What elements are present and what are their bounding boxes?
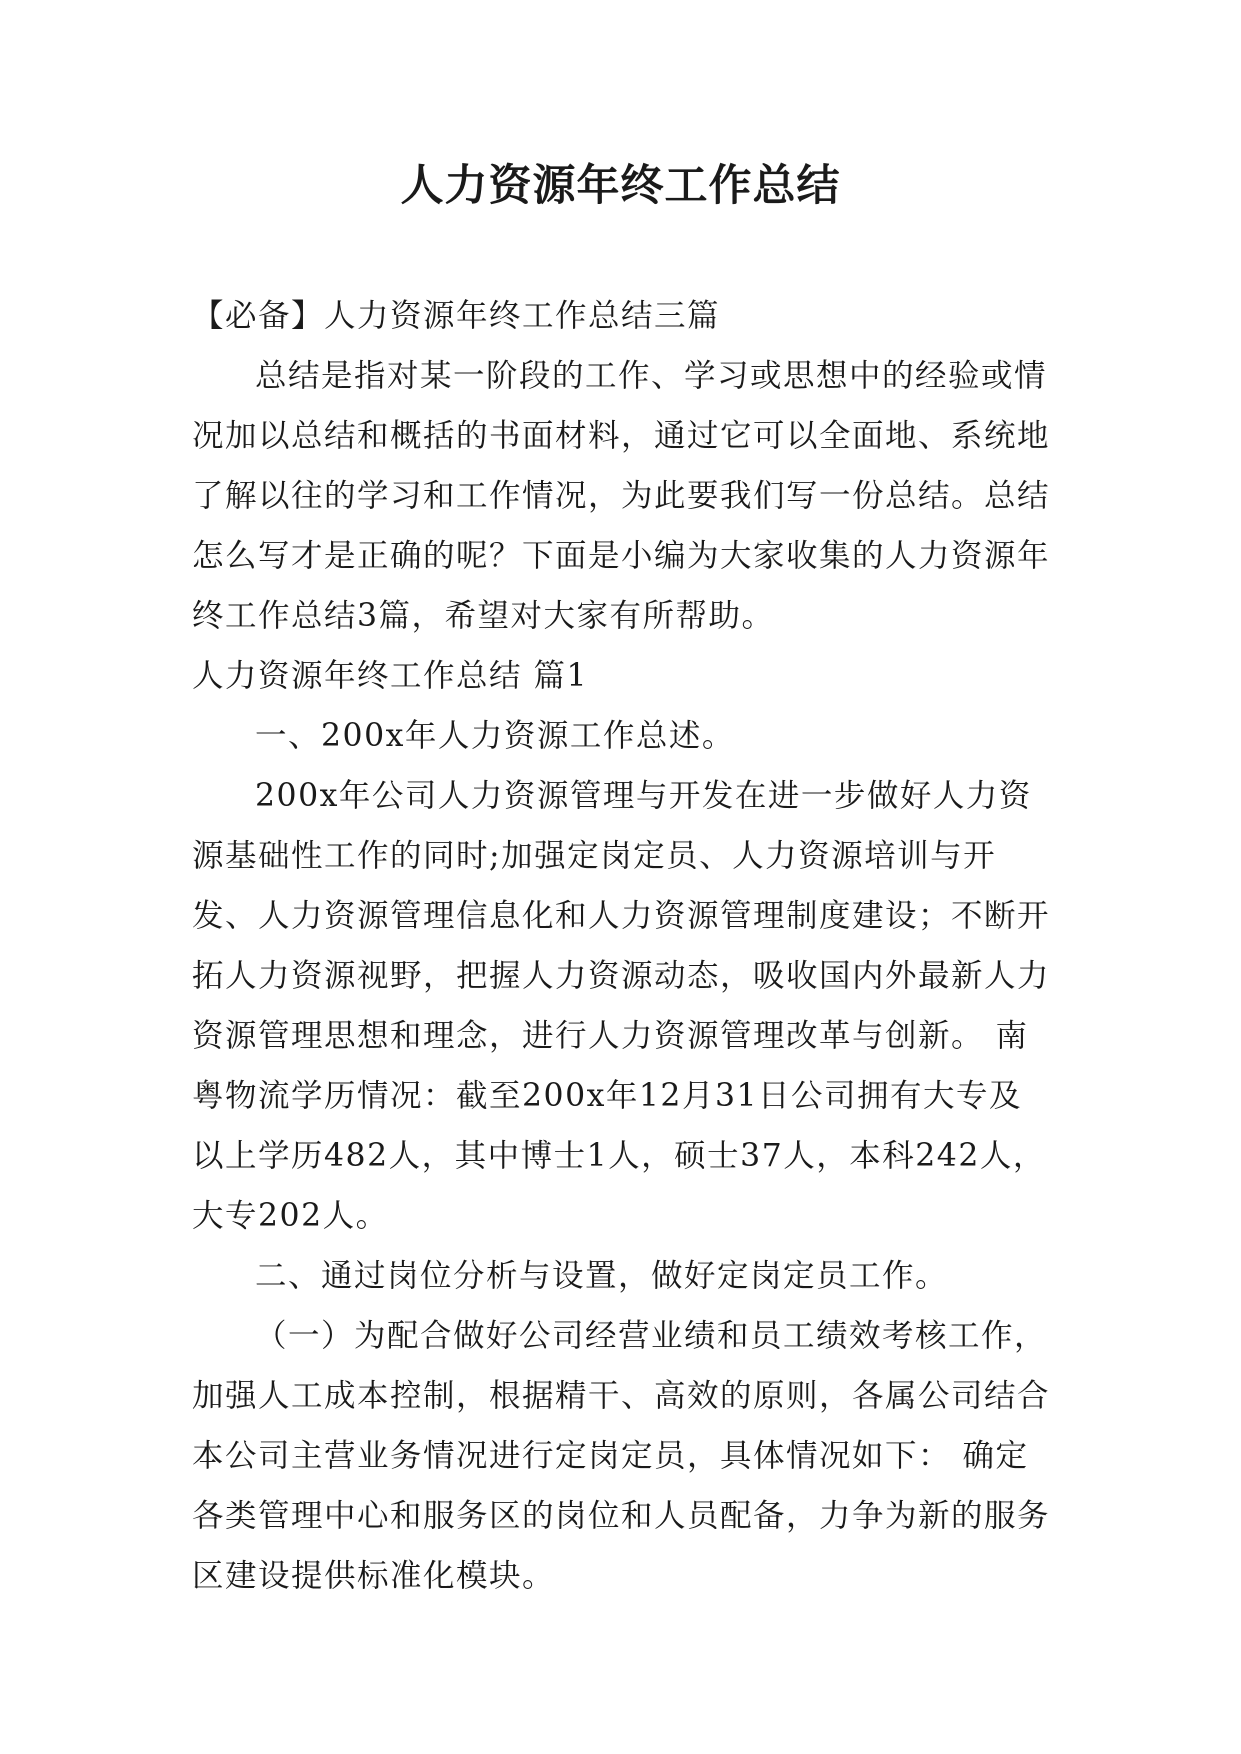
document-subtitle: 【必备】人力资源年终工作总结三篇 [192,298,721,334]
document-title: 人力资源年终工作总结 [400,161,841,211]
document-body [192,286,1054,1606]
body-paragraph: （一）为配合做好公司经营业绩和员工绩效考核工作，加强人工成本控制，根据精干、高效的原则，各属公司结合本公司主营业务情况进行定岗定员，具体情况如下： 确定各类管理中心和服务区的岗位和人员配备，力争为新的服务区建设提供标准化模块。 [192,1318,1051,1594]
subsection-heading: 二、通过岗位分析与设置，做好定岗定员工作。 [255,1258,949,1294]
intro-paragraph: 总结是指对某一阶段的工作、学习或思想中的经验或情况加以总结和概括的书面材料，通过它可以全面地、系统地了解以往的学习和工作情况，为此要我们写一份总结。总结怎么写才是正确的呢？下面是小编为大家收集的人力资源年终工作总结3篇，希望对大家有所帮助。 [192,358,1051,634]
subsection-heading: 一、200x年人力资源工作总述。 [255,718,735,754]
body-paragraph: 200x年公司人力资源管理与开发在进一步做好人力资源基础性工作的同时;加强定岗定员、人力资源培训与开发、人力资源管理信息化和人力资源管理制度建设；不断开拓人力资源视野，把握人力资源动态，吸收国内外最新人力资源管理思想和理念，进行人力资源管理改革与创新。 南粤物流学历情况：截至200x年12月31日公司拥有大专及以上学历482人，其中博士1人，硕士37人，本科242人，大专202人。 [192,778,1051,1234]
section-heading: 人力资源年终工作总结 篇1 [192,658,589,694]
